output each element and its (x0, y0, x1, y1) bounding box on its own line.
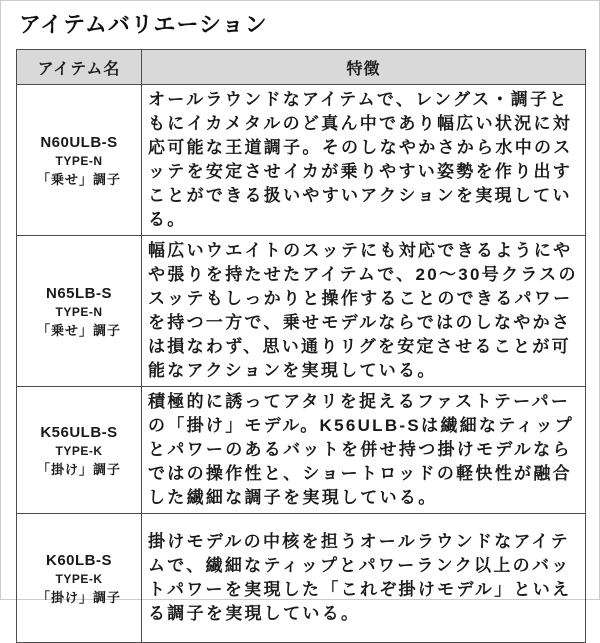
header-feature: 特徴 (142, 50, 586, 85)
model-action: 「掛け」調子 (36, 461, 121, 477)
item-cell-n60ulb-s (17, 85, 142, 236)
model-name: N65LB-S (45, 284, 112, 302)
table-header (17, 50, 586, 85)
feature-description: 掛けモデルの中核を担うオールラウンドなアイテムで、繊細なティップとパワーランク以上のバットパワーを実現した「これぞ掛けモデル」といえる調子を実現している。 (142, 514, 586, 643)
model-type: TYPE-K (55, 571, 103, 586)
model-name: K60LB-S (45, 551, 112, 569)
item-variation-table (16, 49, 586, 643)
item-cell-k56ulb-s (17, 387, 142, 514)
model-action: 「掛け」調子 (36, 589, 121, 605)
feature-description: 幅広いウエイトのスッテにも対応できるようにやや張りを持たせたアイテムで、20〜30号クラスのスッテもしっかりと操作することのできるパワーを持つ一方で、乗せモデルならではのしなやかさは損なわず、思い通りリグを安定させることが可能なアクションを実現している。 (142, 236, 586, 387)
feature-description: オールラウンドなアイテムで、レングス・調子ともにイカメタルのど真ん中であり幅広い状況に対応可能な王道調子。そのしなやかさから水中のスッテを安定させイカが乗りやすい姿勢を作り出すことができる扱いやすいアクションを実現している。 (142, 85, 586, 236)
model-name: N60ULB-S (40, 133, 118, 151)
header-row (17, 50, 586, 85)
model-action: 「乗せ」調子 (36, 322, 121, 338)
header-item-name: アイテム名 (17, 50, 142, 85)
table-row (17, 514, 586, 643)
table-row (17, 387, 586, 514)
model-name: K56ULB-S (40, 423, 118, 441)
model-action: 「乗せ」調子 (36, 171, 121, 187)
table-row (17, 85, 586, 236)
model-type: TYPE-K (55, 443, 103, 458)
page-title: アイテムバリエーション (19, 12, 268, 37)
item-cell-n65lb-s (17, 236, 142, 387)
feature-description: 積極的に誘ってアタリを捉えるファストテーパーの「掛け」モデル。K56ULB-Sは繊細なティップとパワーのあるバットを併せ持つ掛けモデルならではの操作性と、ショートロッドの軽快性が融合した繊細な調子を実現している。 (142, 387, 586, 514)
model-type: TYPE-N (55, 304, 103, 319)
item-cell-k60lb-s (17, 514, 142, 643)
model-type: TYPE-N (55, 153, 103, 168)
table-row (17, 236, 586, 387)
